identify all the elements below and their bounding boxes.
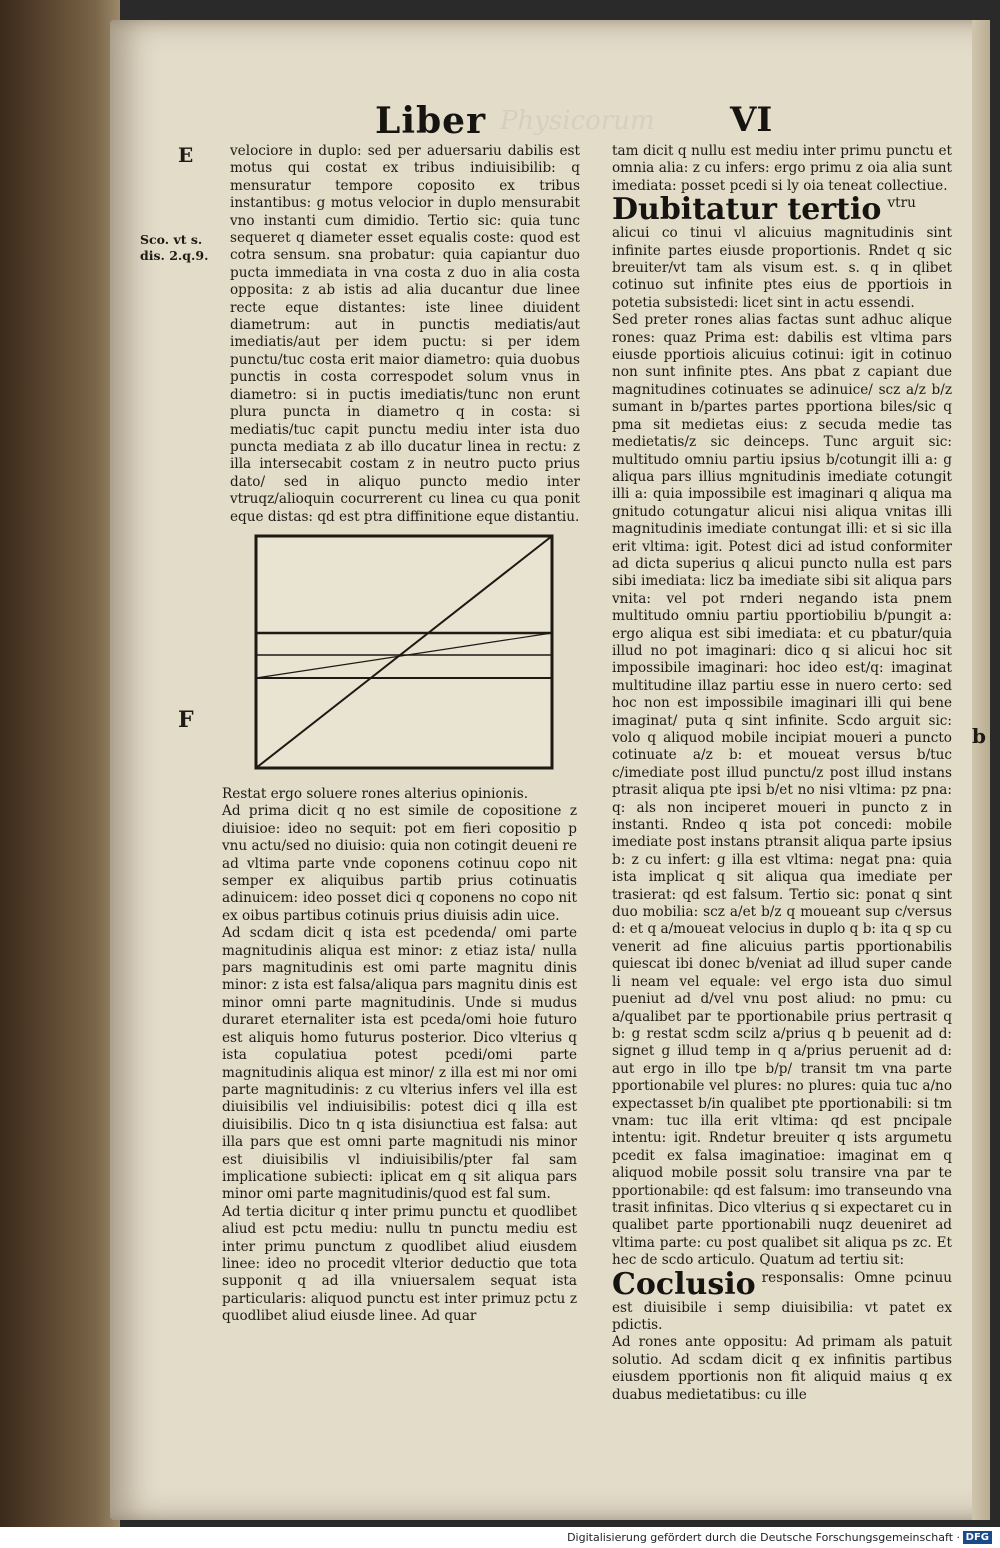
left-column-upper-text	[230, 143, 580, 526]
show-through-text: Physicorum	[500, 106, 655, 136]
geometric-diagram	[248, 530, 560, 775]
conclusio-text: responsalis: Omne pcinuu est diuisibile i semp diuisibilia: vt patet ex pdictis.	[612, 1269, 952, 1333]
text-paragraph: Ad rones ante oppositu: Ad primam als patuit solutio. Ad scdam dicit q ex infinitis partibus eiusdem pportionis non fit aliquid maius q ex duabus medietatibus: cu ille	[612, 1334, 952, 1403]
dfg-logo: DFG	[963, 1531, 992, 1544]
right-column-text	[612, 143, 952, 1404]
margin-reference: Sco. vt s. dis. 2.q.9.	[140, 232, 209, 263]
text-paragraph: Restat ergo soluere rones alterius opinionis.	[222, 786, 529, 802]
margin-letter-e: E	[178, 143, 194, 167]
digitization-notice: Digitalisierung gefördert durch die Deutsche Forschungsgemeinschaft ·	[567, 1531, 960, 1544]
running-header-title: Liber	[375, 100, 487, 142]
folio-number: VI	[730, 100, 773, 140]
margin-letter-f: F	[178, 707, 194, 733]
text-paragraph: tam dicit q nullu est mediu inter primu punctu et omnia alia: z cu infers: ergo primu z oia alia sunt imediata: posset pcedi si ly oia teneat collectiue.	[612, 143, 952, 194]
text-paragraph: Ad scdam dicit q ista est pcedenda/ omi parte magnitudinis aliqua est minor: z etiaz ista/ nulla pars magnitudinis est omi parte magnitu dinis minor: z ista est falsa/aliqua pars magnitu dinis est minor omni parte magnitudinis. Unde si mudus duraret eternaliter ista est pceda/omi hoie futuro est aliquis homo futurus posterior. Dico vlterius q ista copulatiua potest pcedi/omi parte magnitudinis aliqua est minor/ z illa est mi nor omi parte magnitudinis: z cu vlterius infers vel illa est diuisibilis vel indiuisibilis: potest dici q illa est diuisibilis. Dico tn q ista disiunctiua est falsa: aut illa pars que est omni parte magnitudi nis minor est diuisibilis vl indiuisibilis/pter fal sam implicatione subiecti: iplicat em q sit aliqua pars minor omi parte magnitudinis/quod est fal sum.	[222, 925, 577, 1203]
text-paragraph: velociore in duplo: sed per aduersariu dabilis est motus qui costat ex tribus indiuisibilib: q mensuratur tempore coposito ex tribus instantibus: g motus velocior in duplo mensurabit vno instanti cum dimidio. Tertio sic: quia tunc sequeret q diameter esset equalis coste: quod est cotra sensum. sna probatur: quia capiantur duo pucta immediata in vna costa z duo in alia costa opposita: z ab istis ad alia ducantur due linee recte eque distantes: iste linee diuident diametrum: aut in punctis mediatis/aut imediatis/aut per idem puctu: si per idem punctu/tuc costa erit maior diametro: quia duobus punctis in costa correspodet solum vnus in diametro: si in puctis imediatis/tunc non erunt plura puncta in diametro q in costa: si mediatis/tuc capit punctu mediu inter ista duo puncta mediata z ab illo ducatur linea in rectu: z illa intersecabit costam z in neutro pucto prius dato/ sed in aliquo puncto medio inter vtruqz/alioquin cocurrerent cu linea cu qua ponit eque distas: qd est ptra diffinitione eque distantiu.	[230, 143, 580, 525]
page-fore-edge	[972, 20, 990, 1520]
text-paragraph: Ad prima dicit q no est simile de copositione z diuisioe: ideo no sequit: pot em fieri copositio p vnu actu/sed no diuisio: quia non cotingit deueni re ad vltima parte vnde coponens cotinuu copo nit semper ex aliquibus partib prius cotinuatis adinuicem: ideo posset dici q coponens no copo nit ex oibus partibus cotinuis prius diuisis adin uice.	[222, 803, 577, 924]
left-column-lower-text	[222, 786, 577, 1326]
text-paragraph: Ad tertia dicitur q inter primu punctu et quodlibet aliud est pctu mediu: nullu tn punctu mediu est inter primu punctum z quodlibet aliud eiusdem linee: ideo no procedit vlterior deductio que tota supponit q ad illa vniuersalem sequat ista particularis: aliquod punctu est inter primuz pctu z quodlibet aliud eiusde linee. Ad quar	[222, 1203, 577, 1325]
section-conclusio	[612, 1266, 952, 1335]
tertio-text: vtru alicui co tinui vl alicuius magnitudinis sint infinite partes eiusde proportionis. Rndet q sic breuiter/vt tam als visum est. s. q in qlibet cotinuo sut infinite ptes eius de pportiois in potetia subsistedi: licet sint in actu essendi.	[612, 195, 952, 311]
text-paragraph: Sed preter rones alias factas sunt adhuc alique rones: quaz Prima est: dabilis est vltima pars eiusde pportiois alicuius cotinui: igit in cotinuo non sunt infinite ptes. Ans pbat z capiant due magnitudines cotinuates se adinuice/ scz a/z b/z sumant in b/partes partes pportiona biles/sic q pma sit medietas eius: z secuda medie tas medietatis/z sic deinceps. Tunc arguit sic: multitudo omniu partiu ipsius b/cotungit illi a: g aliqua pars illius mgnitudinis imediate cotungit illi a: quia impossibile est imaginari q aliqua ma gnitudo cotungatur alicui nisi aliqua vnitas illi magnitudinis imediate contungat illi: et si sic illa erit vltima: igit. Potest dici ad istud conformiter ad dicta superius q alicui puncto nulla est pars sibi imediata: licz ba imediate sibi sit aliqua pars vnita: vel pot rnderi negando ista pnem multitudo omniu partiu pportiobiliu b/pungit a: ergo aliqua est sibi imediata: et cu pbatur/quia illud no pot imaginari: dico q si alicui hoc sit impossibile imaginari: hoc ideo est/q: imaginat multitudine illaz partiu esse in nuero certo: sed hoc non est impossibile imaginari illi qui bene imaginat/ puta q sint infinite. Scdo arguit sic: volo q aliquod mobile incipiat moueri a puncto cotinuate a/z b: et moueat versus b/tuc c/imediate post illud punctu/z post illud instans ptrasit aliqua pte ipsi b/et no nisi vltima: pz pna: q: als non inciperet moueri in puncto z in instanti. Rndeo q ista pot concedi: mobile imediate post instans ptransit aliqua parte ipsius b: z cu infert: g illa est vltima: negat pna: quia ista implicat q sit aliqua qua imediate per trasierat: qd est falsum. Tertio sic: ponat q sint duo mobilia: scz a/et b/z q moueant sup c/versus d: et q a/moueat velocius in duplo q b: ita q sp cu venerit ad fine alicuius partis pportionabilis quiescat ibi donec b/veniat ad illud super cande li neam vel equale: vel ergo ista duo simul pueniut ad d/vel vnu post aliud: no pmu: cu a/qualibet par te pportionabile prius pertrasit q b: g restat scdm scilz a/prius q b peuenit ad d: signet g illud temp in q a/prius peruenit ad d: aut ergo in illo tpe b/p/ transit tm vna parte pportionabile vel plures: no plures: quia tuc a/no expectasset b/in qualibet pte pportionabili: si tm vnam: tuc illa erit vltima: qd est pncipale intentu: igit. Rndetur breuiter q ists argumetu pcedit ex falsa imaginatioe: imaginat em q aliquod mobile possit solu transire vna par te pportionabile: qd est falsum: imo transeundo vna trasit infinitas. Dico vlterius q si expectaret cu in qualibet parte pportionabili nuqz deueniret ad vltima parte: cu post qualibet sit aliqua ps zc. Et hec de scdo articulo. Quatum ad tertiu sit:	[612, 312, 952, 1269]
margin-letter-b: b	[972, 724, 986, 748]
book-spine-edge	[0, 0, 120, 1527]
heading-dubitatur-tertio: Dubitatur tertio	[612, 192, 882, 228]
heading-conclusio: Coclusio	[612, 1266, 756, 1302]
section-tertio	[612, 192, 952, 312]
